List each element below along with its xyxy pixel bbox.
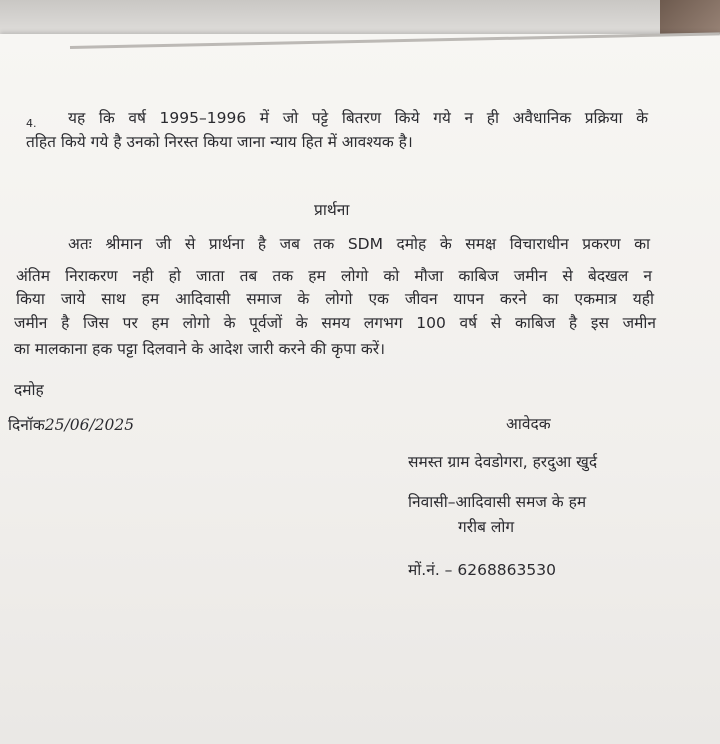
date-value: 25/06/2025 — [44, 416, 135, 434]
mobile-number: 6268863530 — [457, 561, 556, 579]
prayer-line-5: का मालकाना हक पट्टा दिलवाने के आदेश जारी करने की कृपा करें। — [14, 340, 385, 358]
mobile-field — [408, 560, 556, 580]
applicant-line-1: समस्त ग्राम देवडोगरा, हरदुआ खुर्द — [408, 453, 598, 471]
page-fold — [70, 32, 720, 49]
place-label: दमोह — [14, 381, 44, 399]
applicant-line-3: गरीब लोग — [458, 518, 515, 536]
point-4-line-2: तहित किये गये है उनको निरस्त किया जाना न्याय हित में आवश्यक है। — [26, 133, 413, 151]
point-number: 4. — [26, 117, 37, 130]
applicant-heading: आवेदक — [506, 415, 551, 433]
date-label: दिनॉक — [8, 416, 45, 434]
point-4-line-1: यह कि वर्ष 1995–1996 में जो पट्टे बितरण किये गये न ही अवैधानिक प्रक्रिया के — [68, 109, 648, 127]
document-page — [0, 34, 720, 744]
prayer-line-4: जमीन है जिस पर हम लोगो के पूर्वजों के समय लगभग 100 वर्ष से काबिज है इस जमीन — [14, 314, 656, 332]
prayer-line-1: अतः श्रीमान जी से प्रार्थना है जब तक SDM दमोह के समक्ष विचाराधीन प्रकरण का — [68, 235, 650, 253]
mobile-label: मों.नं. – — [408, 561, 453, 579]
date-field — [8, 415, 134, 435]
prayer-heading: प्रार्थना — [314, 201, 350, 219]
prayer-line-2: अंतिम निराकरण नही हो जाता तब तक हम लोगो को मौजा काबिज जमीन से बेदखल न — [16, 267, 652, 285]
prayer-line-3: किया जाये साथ हम आदिवासी समाज के लोगो एक जीवन यापन करने का एकमात्र यही — [16, 290, 654, 308]
applicant-line-2: निवासी–आदिवासी समज के हम — [408, 493, 587, 511]
